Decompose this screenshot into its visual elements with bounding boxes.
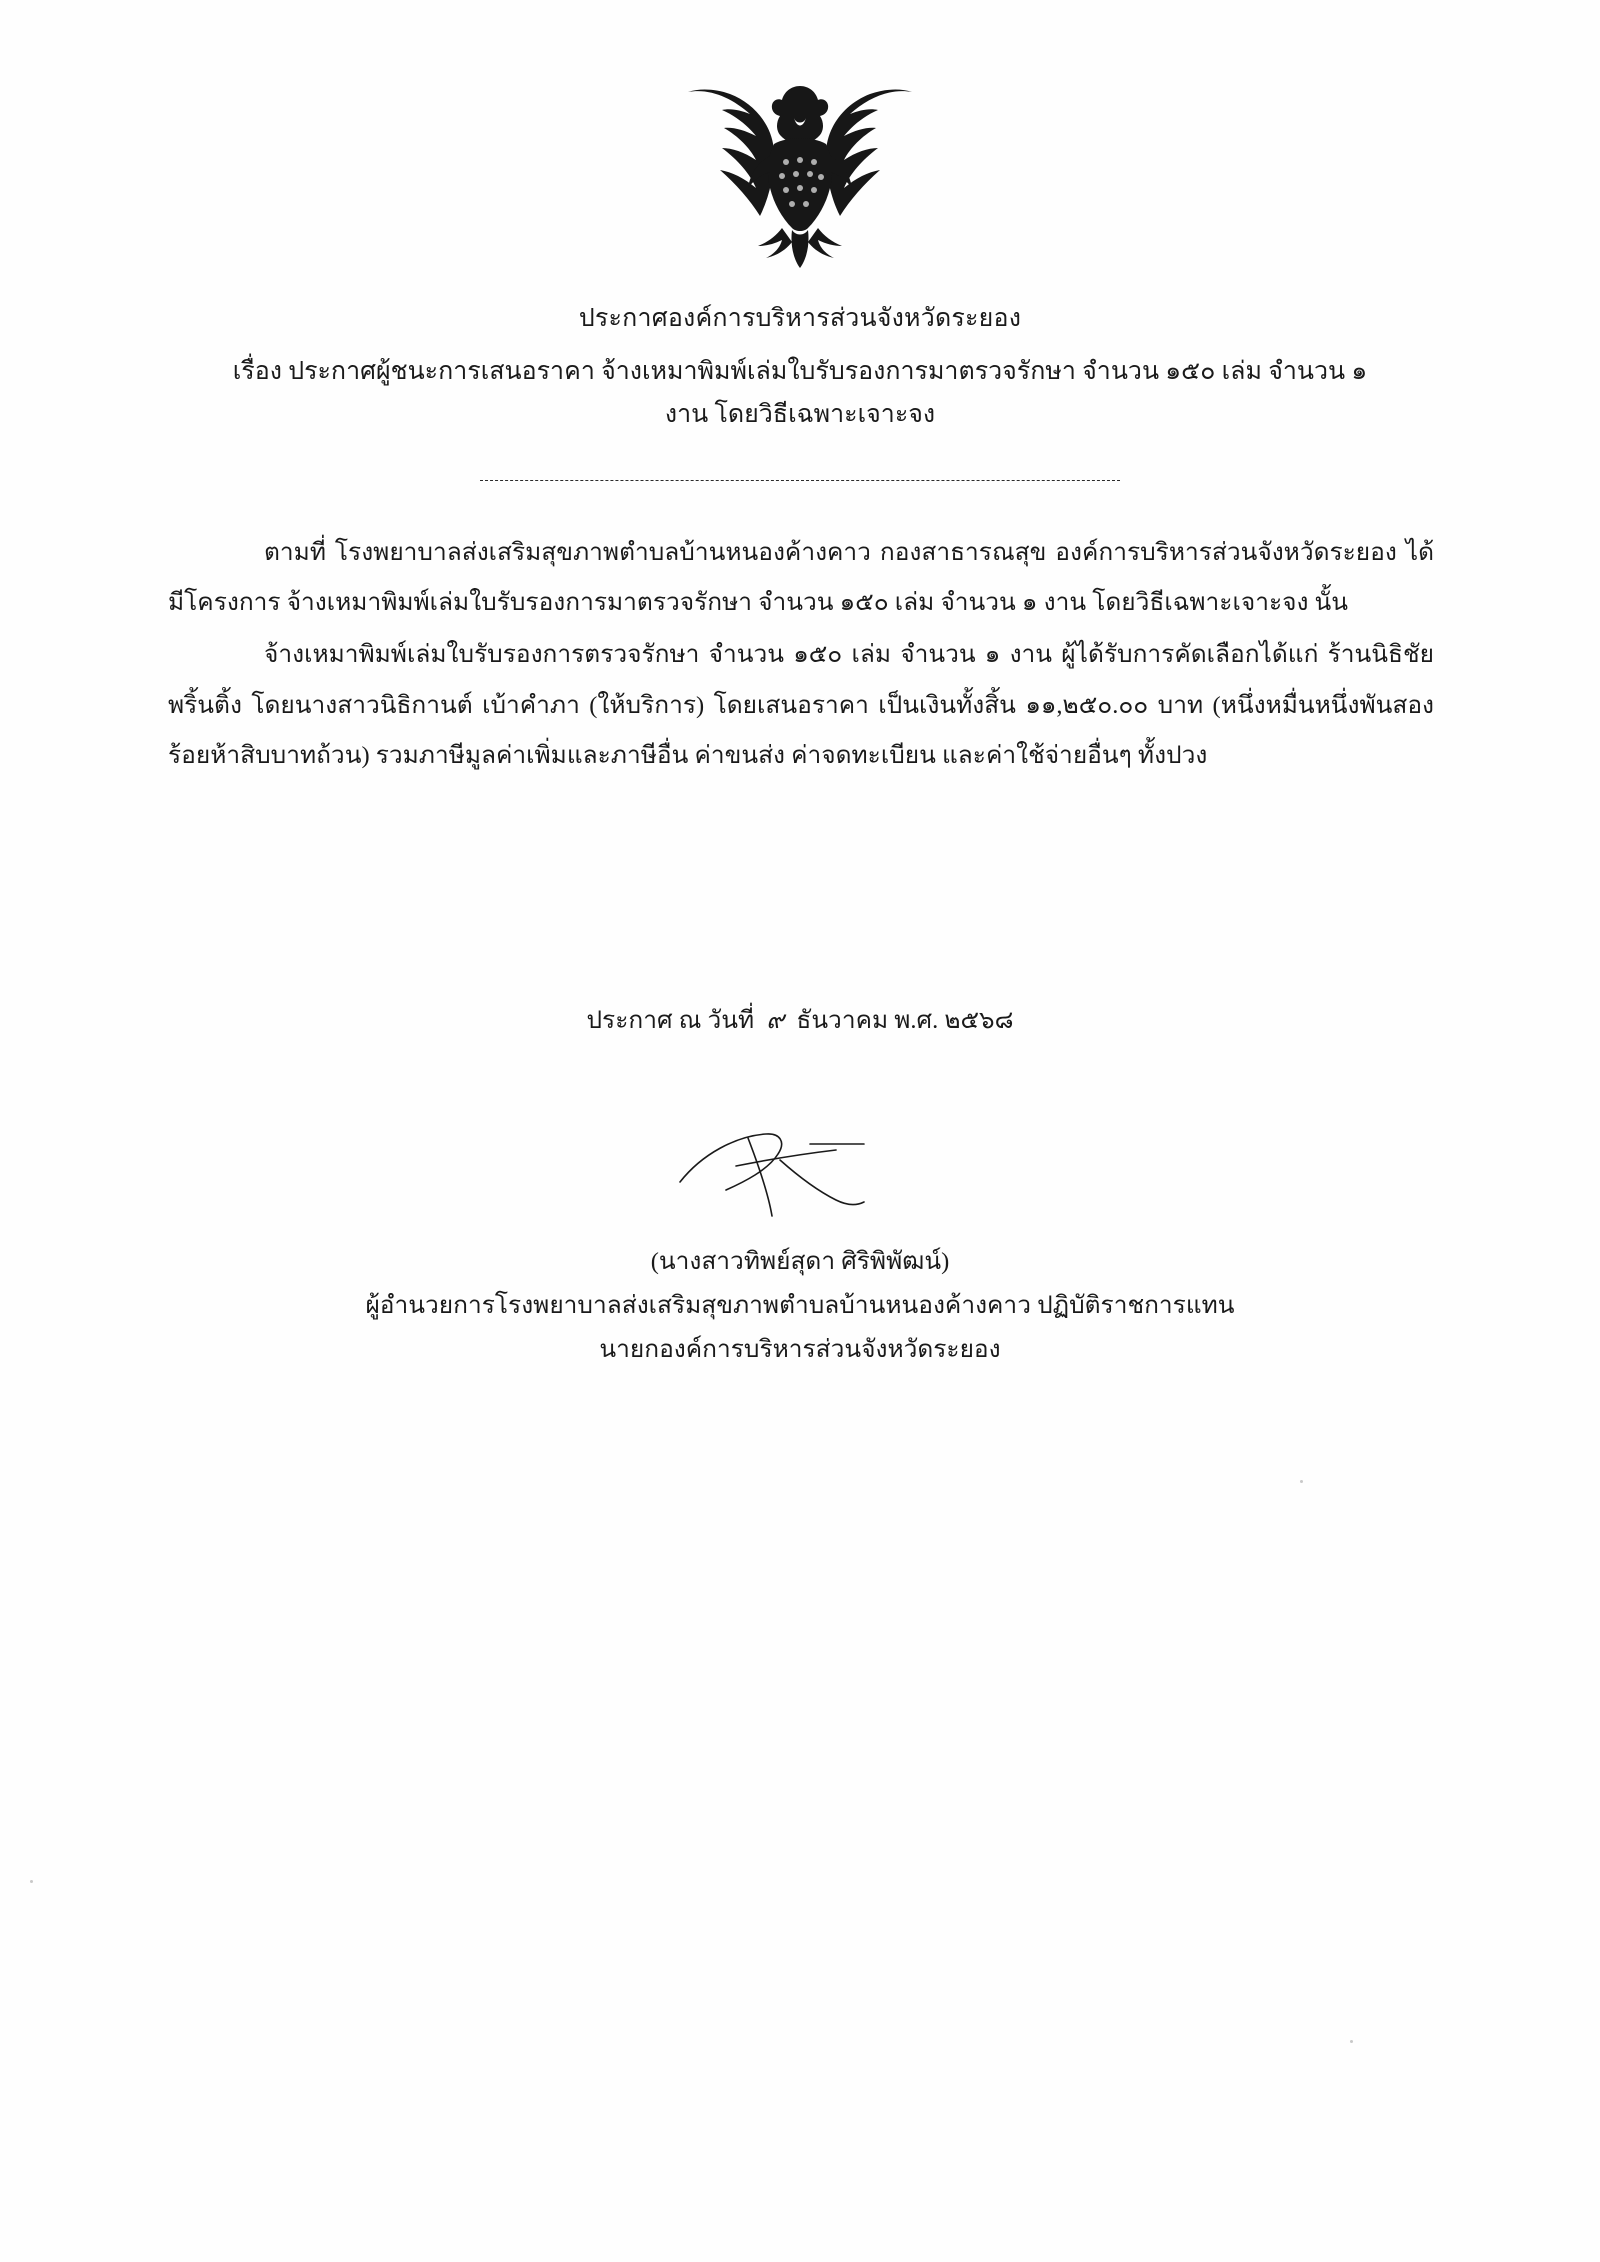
handwritten-signature-icon [640,1120,960,1230]
date-prefix: ประกาศ ณ วันที่ [586,1007,755,1034]
date-year-prefix: พ.ศ. [894,1007,939,1034]
subject-line-2: งาน โดยวิธีเฉพาะเจาะจง [664,401,936,429]
garuda-emblem-icon [670,70,930,270]
date-month: ธันวาคม [796,1007,889,1034]
page-title: ประกาศองค์การบริหารส่วนจังหวัดระยอง [578,305,1022,332]
header-divider [480,480,1120,481]
paragraph-1: ตามที่ โรงพยาบาลส่งเสริมสุขภาพตำบลบ้านหนองค้างคาว กองสาธารณสุข องค์การบริหารส่วนจังหวัดระยอง ได้มีโครงการ จ้างเหมาพิมพ์เล่มใบรับรองการมาตรวจรักษา จำนวน ๑๕๐ เล่ม จำนวน ๑ งาน โดยวิธีเฉพาะเจาะจง นั้น [168,539,1434,617]
date-year: ๒๕๖๘ [944,1007,1014,1034]
signer-role-line-2: นายกองค์การบริหารส่วนจังหวัดระยอง [599,1336,1001,1364]
scan-speck [30,1880,33,1883]
document-body [168,528,1434,783]
signer-name: (นางสาวทิพย์สุดา ศิริพิพัฒน์) [650,1248,950,1275]
date-day: ๙ [766,1005,785,1034]
announcement-date [0,1000,1600,1039]
document-header [0,300,1600,437]
subject-line-1: เรื่อง ประกาศผู้ชนะการเสนอราคา จ้างเหมาพิมพ์เล่มใบรับรองการมาตรวจรักษา จำนวน ๑๕๐ เล่ม จำนวน ๑ [232,357,1368,385]
signature-block [0,1120,1600,1372]
paragraph-2: จ้างเหมาพิมพ์เล่มใบรับรองการตรวจรักษา จำนวน ๑๕๐ เล่ม จำนวน ๑ งาน ผู้ได้รับการคัดเลือกได้แก่ ร้านนิธิชัย พริ้นติ้ง โดยนางสาวนิธิกานต์ เบ้าคำภา (ให้บริการ) โดยเสนอราคา เป็นเงินทั้งสิ้น ๑๑,๒๕๐.๐๐ บาท (หนึ่งหมื่นหนึ่งพันสองร้อยห้าสิบบาทถ้วน) รวมภาษีมูลค่าเพิ่มและภาษีอื่น ค่าขนส่ง ค่าจดทะเบียน และค่าใช้จ่ายอื่นๆ ทั้งปวง [168,641,1434,769]
scan-speck [1300,1480,1303,1483]
scan-speck [1350,2040,1353,2043]
signer-role-line-1: ผู้อำนวยการโรงพยาบาลส่งเสริมสุขภาพตำบลบ้านหนองค้างคาว ปฏิบัติราชการแทน [365,1292,1235,1320]
